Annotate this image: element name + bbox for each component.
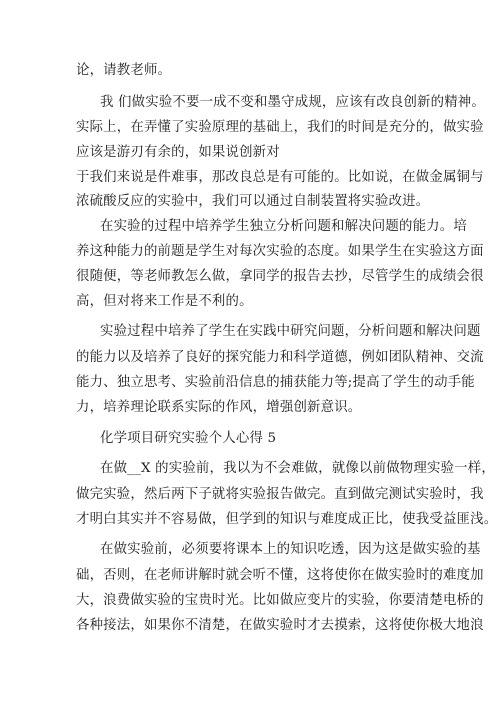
text-line: 力，培养理论联系实际的作风，增强创新意识。 <box>76 400 362 415</box>
section-heading: 化学项目研究实验个人心得 5 <box>100 431 277 446</box>
text-line: 很随便，等老师教怎么做，拿同学的报告去抄，尽管学生的成绩会很 <box>76 269 484 284</box>
text-line: 各种接法，如果你不清楚，在做实验时才去摸索，这将使你极大地浪 <box>76 618 484 633</box>
text-line: 高，但对将来工作是不利的。 <box>76 294 253 309</box>
text-line: 实际上，在弄懂了实验原理的基础上，我们的时间是充分的，做实验 <box>76 120 484 135</box>
text-line: 在做实验前，必须要将课本上的知识吃透，因为这是做实验的基 <box>100 542 481 557</box>
text-line: 于我们来说是件难事，那改良总是有可能的。比如说，在做金属铜与 <box>76 170 484 185</box>
text-line: 我 们做实验不要一成不变和墨守成规，应该有改良创新的精神。 <box>100 95 485 110</box>
text-line: 础，否则，在老师讲解时就会听不懂，这将使你在做实验时的难度加 <box>76 568 484 583</box>
text-line: 做完实验，然后两下子就将实验报告做完。直到做完测试实验时，我 <box>76 487 484 502</box>
text-line: 大，浪费做实验的宝贵时光。比如做应变片的实验，你要清楚电桥的 <box>76 593 484 608</box>
text-line: 论，请教老师。 <box>76 63 172 78</box>
text-line: 在做__X 的实验前，我以为不会难做，就像以前做物理实验一样， <box>100 461 495 476</box>
text-line: 应该是游刃有余的，如果说创新对 <box>76 145 280 160</box>
text-line: 浓硫酸反应的实验中，我们可以通过自制装置将实验改进。 <box>76 194 430 209</box>
text-line: 的能力以及培养了良好的探究能力和科学道德，例如团队精神、交流 <box>76 350 484 365</box>
text-line: 在实验的过程中培养学生独立分析问题和解决问题的能力。培 <box>100 219 467 234</box>
text-line: 才明白其实并不容易做，但学到的知识与难度成正比，使我受益匪浅。 <box>76 512 498 527</box>
text-line: 实验过程中培养了学生在实践中研究问题，分析问题和解决问题 <box>100 324 481 339</box>
text-line: 能力、独立思考、实验前沿信息的捕获能力等;提高了学生的动手能 <box>76 375 475 390</box>
text-line: 养这种能力的前题是学生对每次实验的态度。如果学生在实验这方面 <box>76 244 484 259</box>
